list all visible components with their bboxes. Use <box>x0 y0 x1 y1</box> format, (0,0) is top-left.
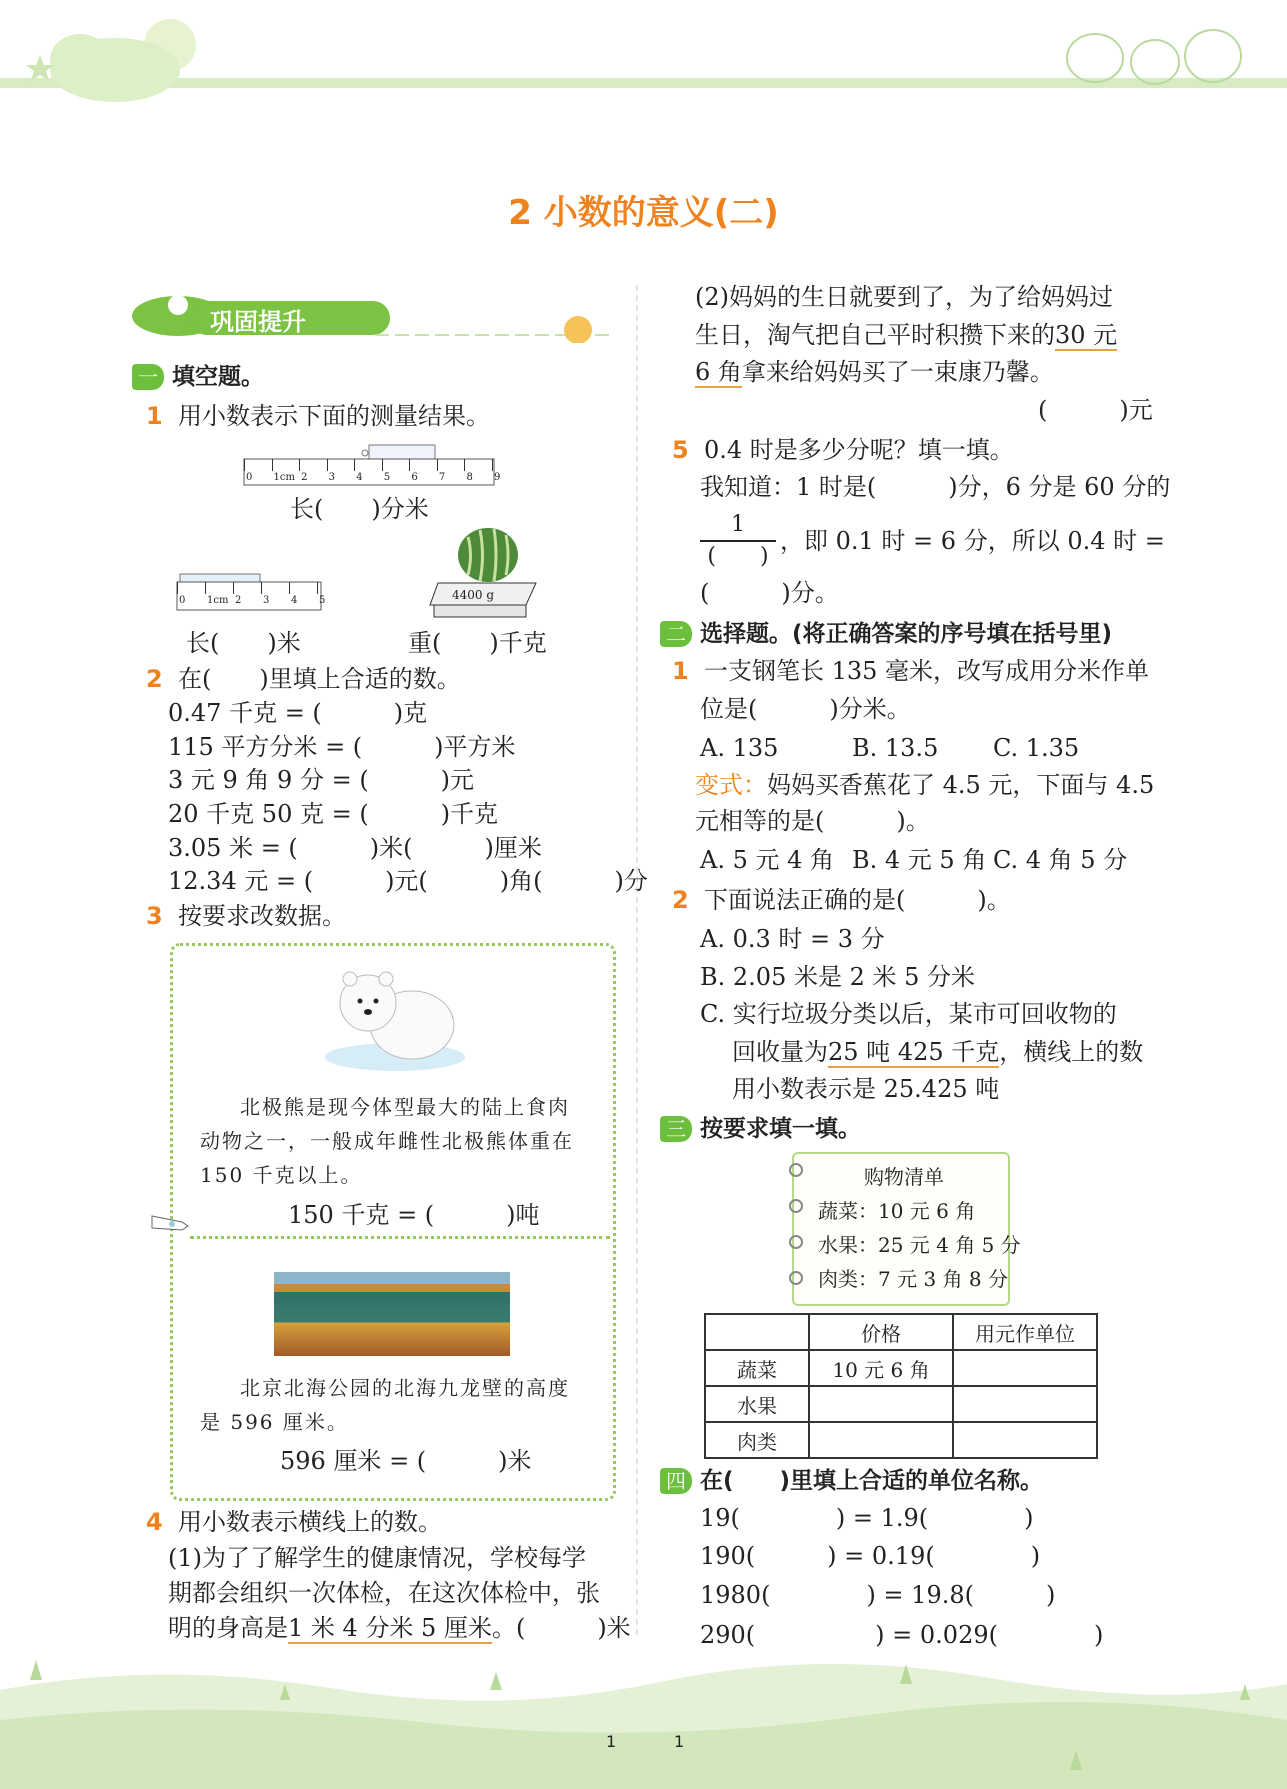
ruler-tick-label: 8 <box>466 472 473 483</box>
choice-2-option: B. 2.05 米是 2 米 5 分米 <box>700 963 976 991</box>
ruler-tick-mark <box>205 582 206 594</box>
q5-line: 我知道：1 时是( )分，6 分是 60 分的 <box>700 473 1171 501</box>
ruler-tick-label: 1cm <box>207 595 229 606</box>
question-4: 4 用小数表示横线上的数。 <box>146 1508 442 1536</box>
q5-line: ( )分。 <box>700 579 839 607</box>
section-title: 填空题。 <box>172 364 264 390</box>
ruler-tick-mark <box>464 459 465 471</box>
section-badge: 一 <box>132 364 164 390</box>
ruler-tick-label: 2 <box>235 595 242 606</box>
q2-line: 12.34 元 = ( )元( )角( )分 <box>168 867 648 895</box>
polar-bear-text: 北极熊是现今体型最大的陆上食肉动物之一，一般成年雌性北极熊体重在 150 千克以上。 <box>200 1095 574 1187</box>
q4-2-line: 生日，淘气把自己平时积攒下来的30 元 <box>695 321 1118 349</box>
section-3-heading: 三 按要求填一填。 <box>660 1113 861 1144</box>
rocket-icon <box>148 1208 194 1236</box>
section-2-heading: 二 选择题。(将正确答案的序号填在括号里) <box>660 618 1112 649</box>
ruler-tick-mark <box>233 582 234 594</box>
q2-line: 0.47 千克 = ( )克 <box>168 699 428 727</box>
section-4-heading: 四 在( )里填上合适的单位名称。 <box>660 1465 1043 1496</box>
choice-1: 1 一支钢笔长 135 毫米，改写成用分米作单 <box>672 657 1150 685</box>
scale-reading: 4400 g <box>452 588 495 602</box>
ruler-tick-label: 3 <box>328 472 336 483</box>
animal-heads-decoration <box>1055 20 1255 90</box>
scale-answer: 重( )千克 <box>408 629 547 657</box>
choice-1-option: B. 13.5 <box>852 734 939 762</box>
ruler-tick-mark <box>492 459 493 471</box>
unit-line: 290( ) = 0.029( ) <box>700 1621 1104 1649</box>
ruler-tick-mark <box>382 459 383 471</box>
q4-2-answer: ( )元 <box>1038 396 1153 424</box>
unit-line: 1980( ) = 19.8( ) <box>700 1581 1056 1609</box>
q2-line: 3 元 9 角 9 分 = ( )元 <box>168 766 475 794</box>
ruler-tick-mark <box>272 459 273 471</box>
page-number: 1 <box>674 1732 685 1751</box>
ruler-tick-label: 6 <box>411 472 418 483</box>
ruler-tick-label: 2 <box>301 472 308 483</box>
q4-1-line: 明的身高是1 米 4 分米 5 厘米。( )米 <box>168 1614 631 1642</box>
q4-1-line: 期都会组织一次体检，在这次体检中，张 <box>168 1579 600 1607</box>
ruler-tick-label: 9 <box>494 472 501 483</box>
q3-wavy-divider <box>190 1236 610 1239</box>
ruler-tick-label: 4 <box>356 472 363 483</box>
choice-2-option: C. 实行垃圾分类以后，某市可回收物的 <box>700 1000 1117 1028</box>
ruler-tick-mark <box>299 459 300 471</box>
nine-dragon-wall-photo <box>274 1272 510 1356</box>
variant-option: A. 5 元 4 角 <box>700 846 835 874</box>
unit-line: 19( ) = 1.9( ) <box>700 1504 1034 1532</box>
ruler-2-ticks <box>177 595 326 609</box>
section-1-heading <box>132 361 264 392</box>
choice-2-option: A. 0.3 时 = 3 分 <box>700 925 885 953</box>
section-banner-label: 巩固提升 <box>210 308 306 336</box>
ruler-1-answer: 长( )分米 <box>290 495 429 523</box>
q4-1-line: (1)为了了解学生的健康情况，学校每学 <box>168 1544 586 1572</box>
bottom-hills-decoration <box>0 1650 1287 1789</box>
ruler-tick-label: 1cm <box>273 472 295 483</box>
ruler-tick-mark <box>327 459 328 471</box>
ruler-tick-mark <box>177 582 178 594</box>
q2-line: 20 千克 50 克 = ( )千克 <box>168 800 499 828</box>
ruler-tick-mark <box>317 582 318 594</box>
page-title: 2 小数的意义(二) <box>508 193 779 233</box>
q4-2-line: (2)妈妈的生日就要到了，为了给妈妈过 <box>695 283 1113 311</box>
variant-line: 变式：妈妈买香蕉花了 4.5 元，下面与 4.5 <box>695 771 1155 799</box>
choice-1-option: A. 135 <box>700 734 779 762</box>
shopping-list-item: 蔬菜：10 元 6 角 <box>818 1199 976 1223</box>
question-1: 1 用小数表示下面的测量结果。 <box>146 402 490 430</box>
q2-line: 115 平方分米 = ( )平方米 <box>168 733 516 761</box>
ruler-tick-mark <box>437 459 438 471</box>
ruler-tick-label: 5 <box>319 595 326 606</box>
choice-2-option: 回收量为25 吨 425 千克，横线上的数 <box>732 1038 1144 1066</box>
question-3: 3 按要求改数据。 <box>146 902 346 930</box>
ruler-tick-label: 4 <box>291 595 298 606</box>
ruler-tick-label: 0 <box>246 472 253 483</box>
page-number: 1 <box>606 1732 617 1751</box>
ruler-tick-label: 5 <box>383 472 391 483</box>
polar-bear-equation: 150 千克 = ( )吨 <box>288 1201 540 1229</box>
ruler-tick-label: 7 <box>438 472 446 483</box>
variant-option: B. 4 元 5 角 <box>852 846 987 874</box>
choice-1-option: C. 1.35 <box>993 734 1080 762</box>
q5-fraction: 1 ( ) <box>700 510 776 572</box>
shopping-list-item: 肉类：7 元 3 角 8 分 <box>818 1267 1008 1291</box>
nine-dragon-wall-text: 北京北海公园的北海九龙壁的高度是 596 厘米。 <box>200 1376 570 1434</box>
question-2: 2 在( )里填上合适的数。 <box>146 665 461 693</box>
ruler-tick-mark <box>354 459 355 471</box>
choice-1-line: 位是( )分米。 <box>700 695 911 723</box>
choice-2-option: 用小数表示是 25.425 吨 <box>732 1075 1000 1103</box>
cloud-sun-decoration <box>20 0 210 110</box>
table-row: 蔬菜 10 元 6 角 <box>705 1350 1097 1386</box>
polar-bear-illustration <box>320 965 470 1075</box>
ruler-tick-mark <box>409 459 410 471</box>
shopping-list-title: 购物清单 <box>864 1165 944 1189</box>
variant-line: 元相等的是( )。 <box>695 807 930 835</box>
column-divider <box>636 285 638 1635</box>
ruler-tick-mark <box>289 582 290 594</box>
ruler-tick-mark <box>244 459 245 471</box>
scale-with-watermelon <box>428 525 546 620</box>
q5-line: ，即 0.1 时 = 6 分，所以 0.4 时 = <box>780 527 1165 555</box>
ruler-1-ticks <box>244 472 501 486</box>
table-row: 肉类 <box>705 1422 1097 1458</box>
q2-line: 3.05 米 = ( )米( )厘米 <box>168 834 542 862</box>
price-table <box>704 1313 1098 1459</box>
table-row: 水果 <box>705 1386 1097 1422</box>
ruler-tick-mark <box>261 582 262 594</box>
notebook-rings <box>784 1158 810 1298</box>
q4-2-line: 6 角拿来给妈妈买了一束康乃馨。 <box>695 358 1054 386</box>
ruler-tick-label: 3 <box>263 595 270 606</box>
section-banner <box>130 283 610 343</box>
shopping-list-item: 水果：25 元 4 角 5 分 <box>818 1233 1021 1257</box>
ruler-tick-label: 0 <box>179 595 186 606</box>
question-5: 5 0.4 时是多少分呢？填一填。 <box>672 436 1014 464</box>
table-header-row: 价格 用元作单位 <box>705 1314 1097 1350</box>
variant-option: C. 4 角 5 分 <box>993 846 1128 874</box>
choice-2: 2 下面说法正确的是( )。 <box>672 886 1011 914</box>
ruler-2-answer: 长( )米 <box>186 629 301 657</box>
nine-dragon-wall-equation: 596 厘米 = ( )米 <box>280 1447 532 1475</box>
unit-line: 190( ) = 0.19( ) <box>700 1542 1041 1570</box>
